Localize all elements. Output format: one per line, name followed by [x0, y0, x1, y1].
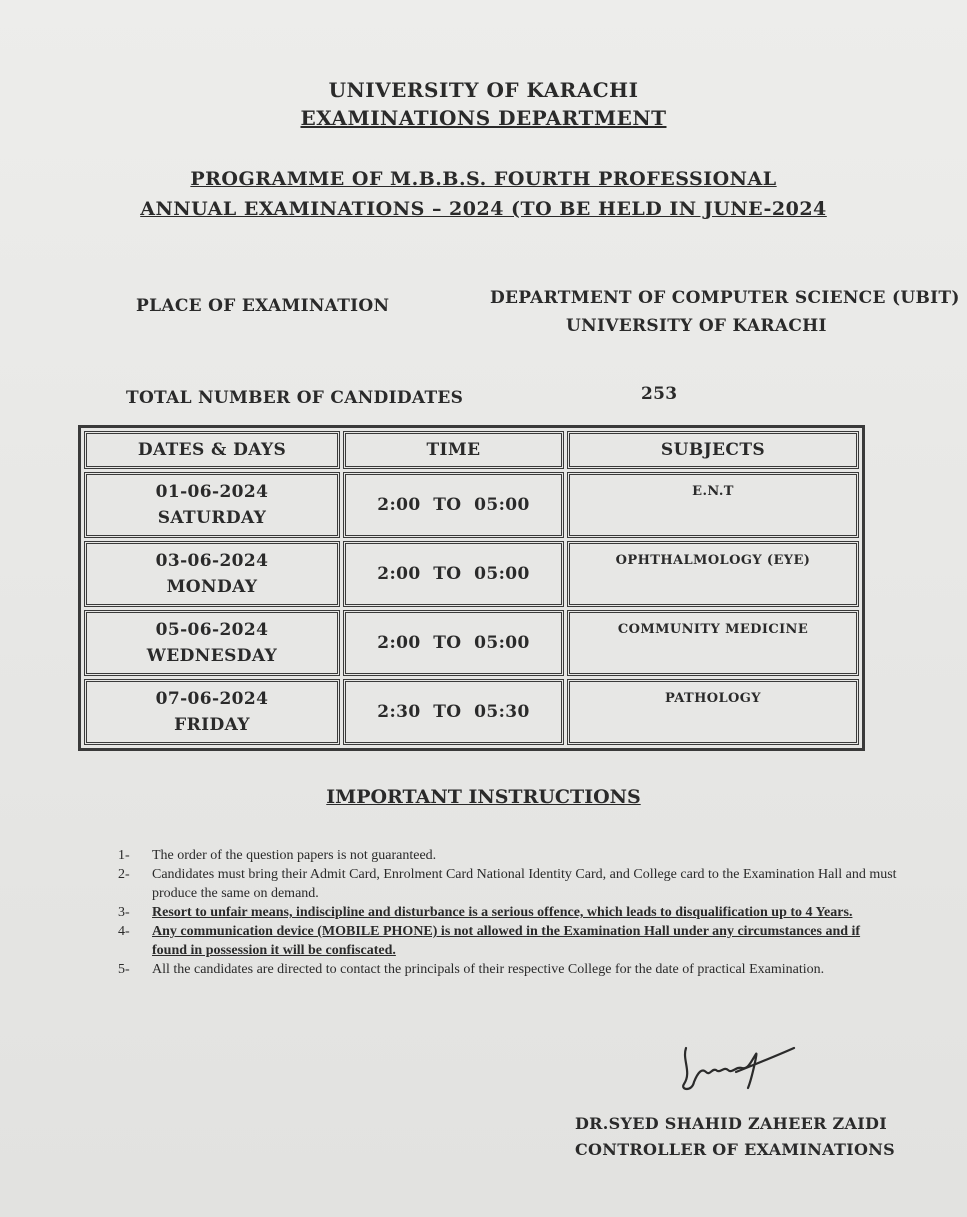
- subject-cell: PATHOLOGY: [567, 679, 859, 745]
- table-header-row: [84, 431, 859, 469]
- department-name: EXAMINATIONS DEPARTMENT: [300, 106, 667, 130]
- exam-day: WEDNESDAY: [146, 646, 278, 666]
- place-value-line1: DEPARTMENT OF COMPUTER SCIENCE (UBIT): [490, 288, 960, 308]
- university-name: UNIVERSITY OF KARACHI: [328, 78, 639, 102]
- subject-cell: E.N.T: [567, 472, 859, 538]
- place-label: PLACE OF EXAMINATION: [136, 296, 390, 316]
- date-day-cell: [84, 472, 340, 538]
- exam-date: 07-06-2024: [155, 689, 269, 709]
- instruction-number: 5-: [118, 962, 130, 977]
- exam-day: MONDAY: [166, 577, 258, 597]
- time-cell: 2:30 TO 05:30: [343, 679, 564, 745]
- header-subjects: SUBJECTS: [567, 431, 859, 469]
- candidates-label: TOTAL NUMBER OF CANDIDATES: [126, 388, 464, 408]
- candidates-count: 253: [641, 384, 678, 404]
- signatory-title: CONTROLLER OF EXAMINATIONS: [575, 1140, 895, 1159]
- programme-title-line2: ANNUAL EXAMINATIONS – 2024 (TO BE HELD IN JUNE-2024: [140, 198, 827, 220]
- instruction-number: 4-: [118, 924, 130, 939]
- exam-date: 05-06-2024: [155, 620, 269, 640]
- exam-day: SATURDAY: [157, 508, 267, 528]
- place-value-line2: UNIVERSITY OF KARACHI: [566, 316, 827, 336]
- instruction-text: Resort to unfair means, indiscipline and disturbance is a serious offence, which leads to disqualification up to 4 Years.: [152, 905, 853, 920]
- date-day-cell: [84, 610, 340, 676]
- instruction-number: 3-: [118, 905, 130, 920]
- exam-schedule-table: [78, 425, 865, 751]
- table-row: [84, 679, 859, 745]
- handwritten-signature: [672, 1038, 802, 1096]
- instruction-number: 1-: [118, 848, 130, 863]
- table-row: [84, 472, 859, 538]
- instructions-title: IMPORTANT INSTRUCTIONS: [326, 786, 641, 808]
- instruction-item: [118, 846, 898, 865]
- instruction-number: 2-: [118, 867, 130, 882]
- instruction-item: [118, 960, 898, 979]
- instruction-text: Any communication device (MOBILE PHONE) is not allowed in the Examination Hall under any circumstances and if found in possession it will be confiscated.: [152, 924, 861, 958]
- subject-cell: COMMUNITY MEDICINE: [567, 610, 859, 676]
- time-cell: 2:00 TO 05:00: [343, 541, 564, 607]
- date-day-cell: [84, 541, 340, 607]
- header-dates: DATES & DAYS: [84, 431, 340, 469]
- date-day-cell: [84, 679, 340, 745]
- instruction-item: [118, 865, 898, 903]
- instruction-text: Candidates must bring their Admit Card, Enrolment Card National Identity Card, and College card to the Examination Hall and must produce the same on demand.: [152, 867, 897, 901]
- instruction-text: The order of the question papers is not guaranteed.: [152, 848, 437, 863]
- instruction-item: [118, 903, 898, 922]
- exam-day: FRIDAY: [174, 715, 250, 735]
- subject-cell: OPHTHALMOLOGY (EYE): [567, 541, 859, 607]
- table-row: [84, 610, 859, 676]
- time-cell: 2:00 TO 05:00: [343, 472, 564, 538]
- instruction-text: All the candidates are directed to contact the principals of their respective College for the date of practical Examination.: [152, 962, 825, 977]
- signatory-name: DR.SYED SHAHID ZAHEER ZAIDI: [575, 1114, 887, 1133]
- table-row: [84, 541, 859, 607]
- instruction-item: [118, 922, 898, 960]
- programme-title-line1: PROGRAMME OF M.B.B.S. FOURTH PROFESSIONAL: [190, 168, 777, 190]
- exam-date: 01-06-2024: [155, 482, 269, 502]
- instructions-list: [118, 846, 898, 979]
- header-time: TIME: [343, 431, 564, 469]
- exam-date: 03-06-2024: [155, 551, 269, 571]
- time-cell: 2:00 TO 05:00: [343, 610, 564, 676]
